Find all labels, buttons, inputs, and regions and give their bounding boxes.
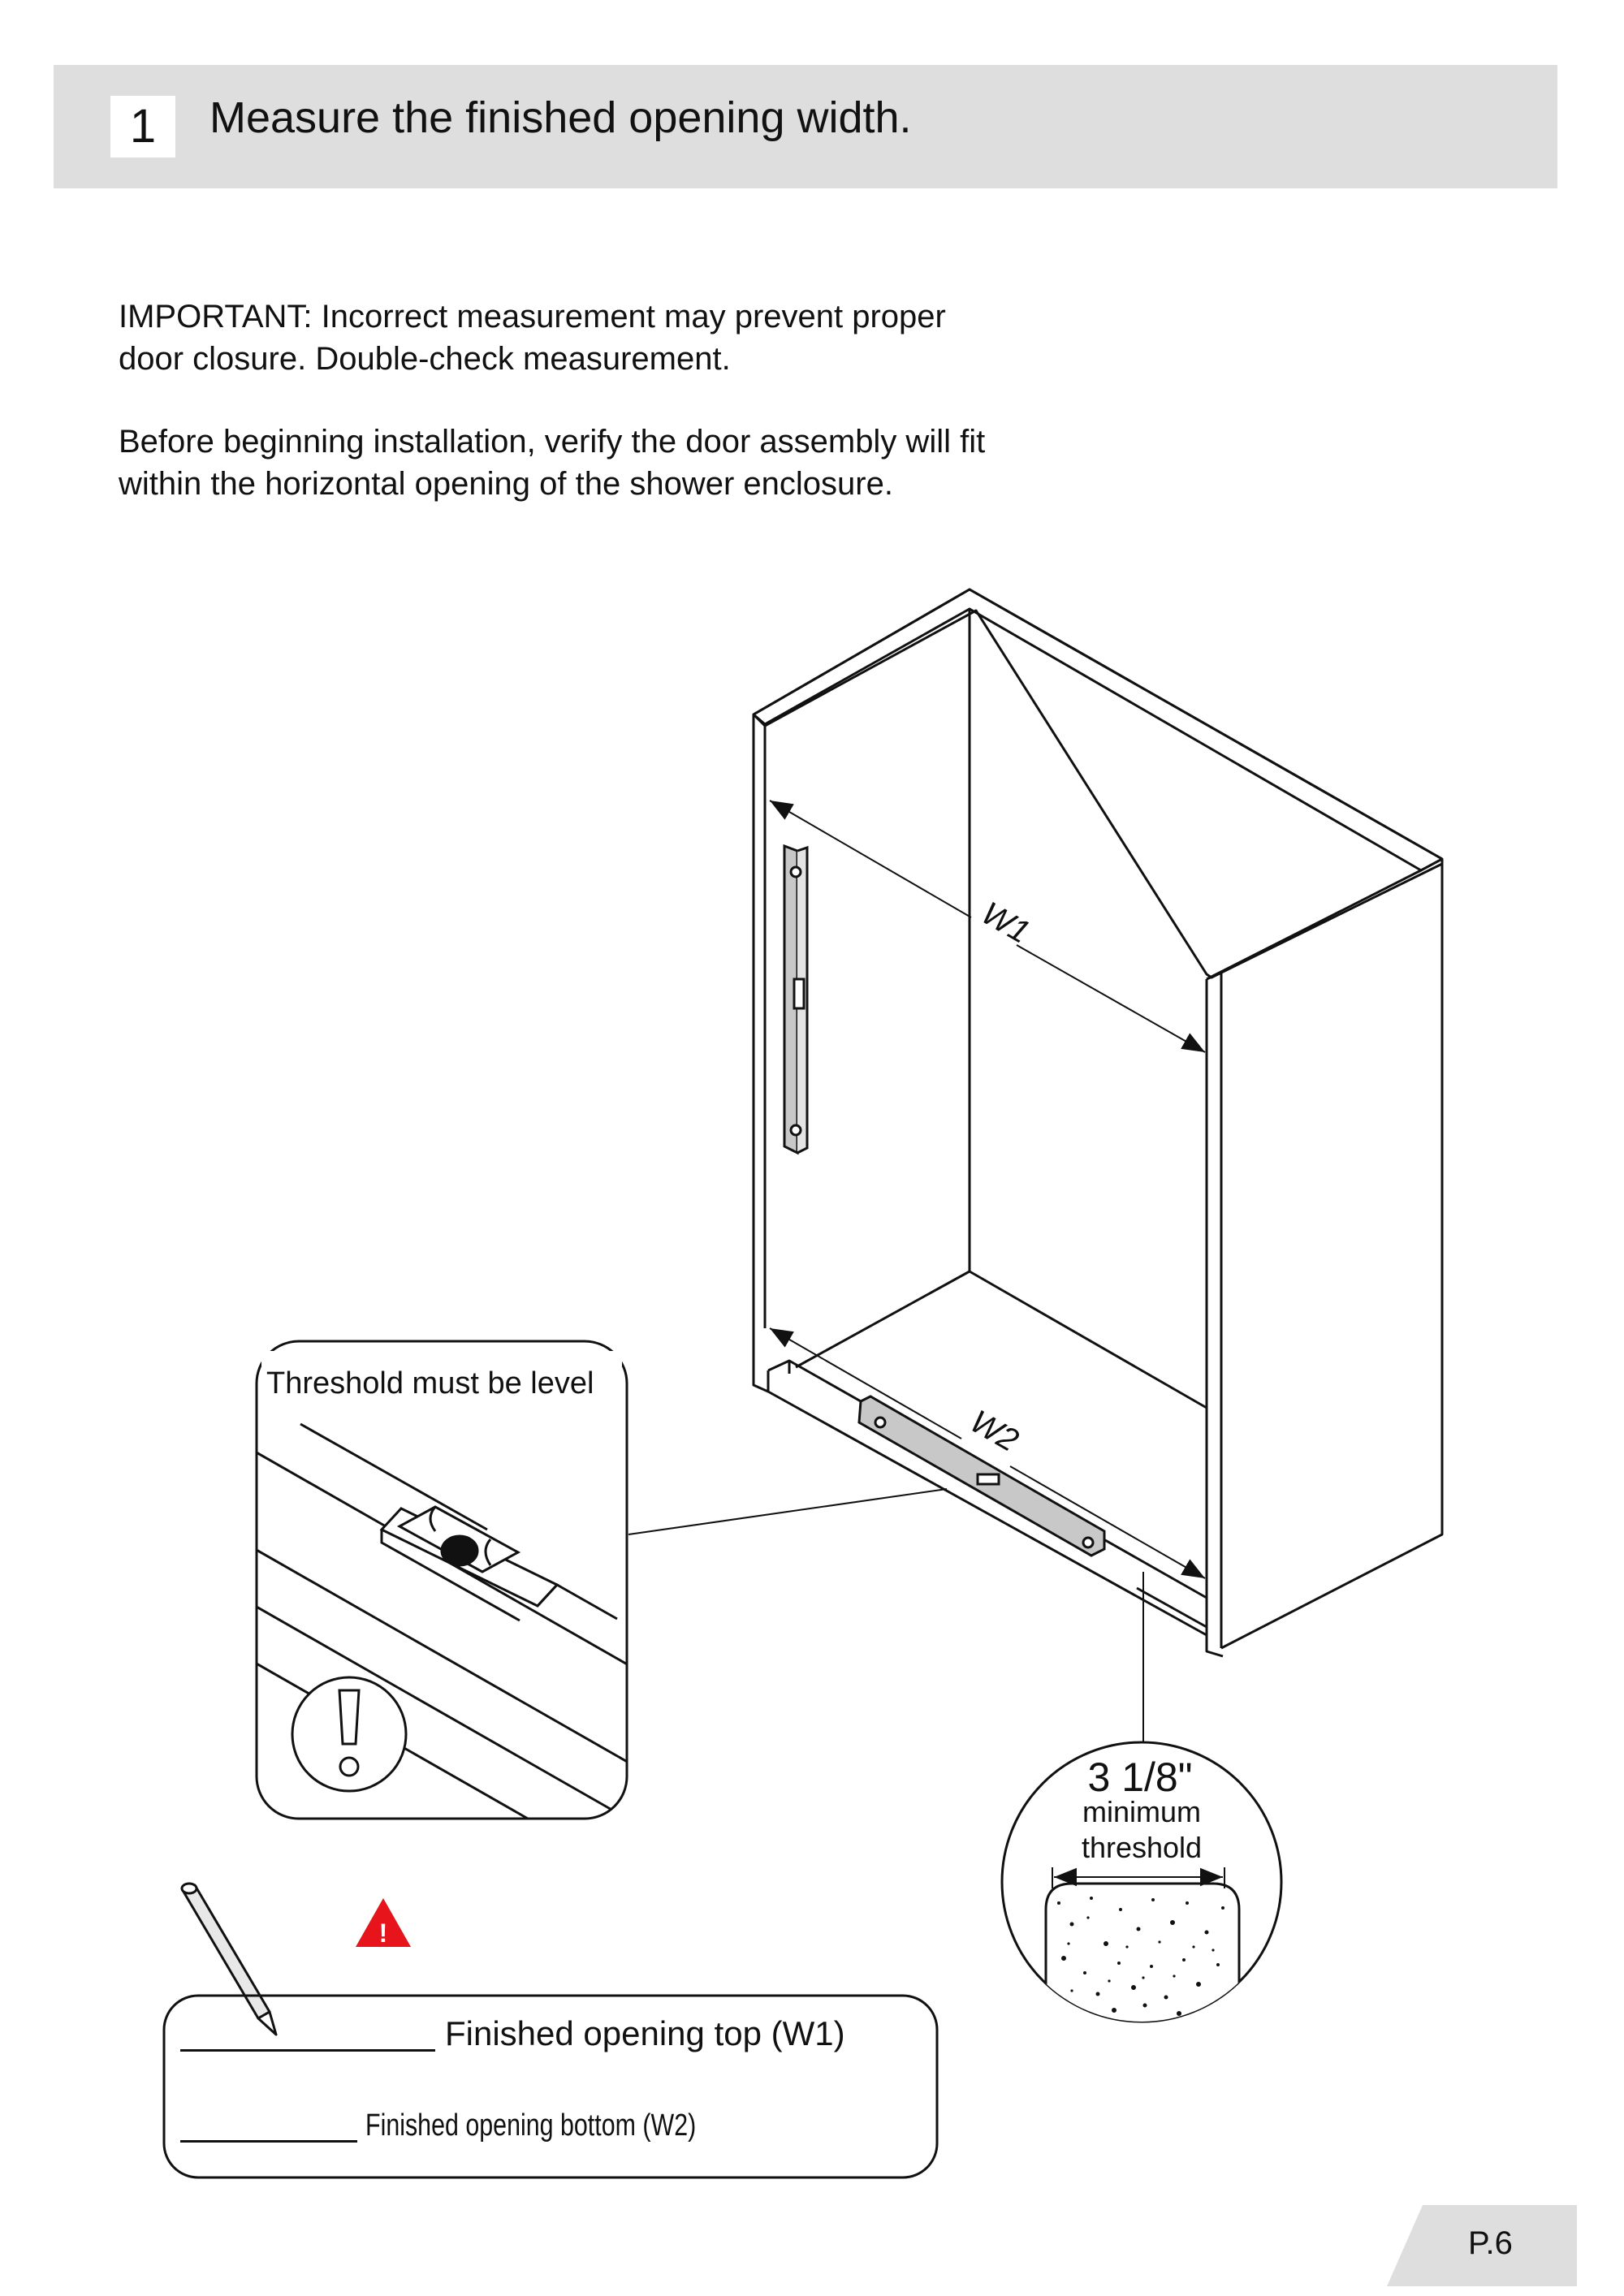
step-number: 1 xyxy=(110,96,175,158)
important-line-1: IMPORTANT: Incorrect measurement may prevent proper xyxy=(119,299,946,334)
w1-entry-line[interactable] xyxy=(180,2049,435,2052)
wall-jamb-rail xyxy=(784,846,807,1153)
min-threshold-zoom xyxy=(1002,1742,1281,2039)
warning-triangle-icon xyxy=(356,1898,411,1948)
svg-text:!: ! xyxy=(378,1918,388,1948)
threshold-leader-line xyxy=(628,1489,947,1534)
step-title: Measure the finished opening width. xyxy=(209,93,912,142)
min-threshold-label-1: minimum xyxy=(1082,1795,1202,1828)
page-number: P.6 xyxy=(1468,2225,1513,2261)
min-threshold-value: 3 1/8" xyxy=(1087,1754,1193,1800)
threshold-level-callout xyxy=(244,1341,641,1884)
before-line-1: Before beginning installation, verify the door assembly will fit xyxy=(119,424,986,460)
w2-dimension xyxy=(770,1328,1205,1578)
w1-label: W1 xyxy=(975,895,1036,951)
min-threshold-label-2: threshold xyxy=(1081,1831,1203,1864)
threshold-callout-text: Threshold must be level xyxy=(266,1366,594,1400)
shower-enclosure xyxy=(754,589,1442,1656)
w2-label: W2 xyxy=(964,1403,1025,1459)
w2-record-label: Finished opening bottom (W2) xyxy=(365,2108,697,2143)
important-line-2: door closure. Double-check measurement. xyxy=(119,341,731,377)
w1-record-label: Finished opening top (W1) xyxy=(445,2014,845,2052)
pencil-icon xyxy=(182,1884,276,2035)
w2-entry-line[interactable] xyxy=(180,2140,357,2143)
before-line-2: within the horizontal opening of the shower enclosure. xyxy=(119,466,893,502)
exclamation-icon xyxy=(292,1677,406,1791)
